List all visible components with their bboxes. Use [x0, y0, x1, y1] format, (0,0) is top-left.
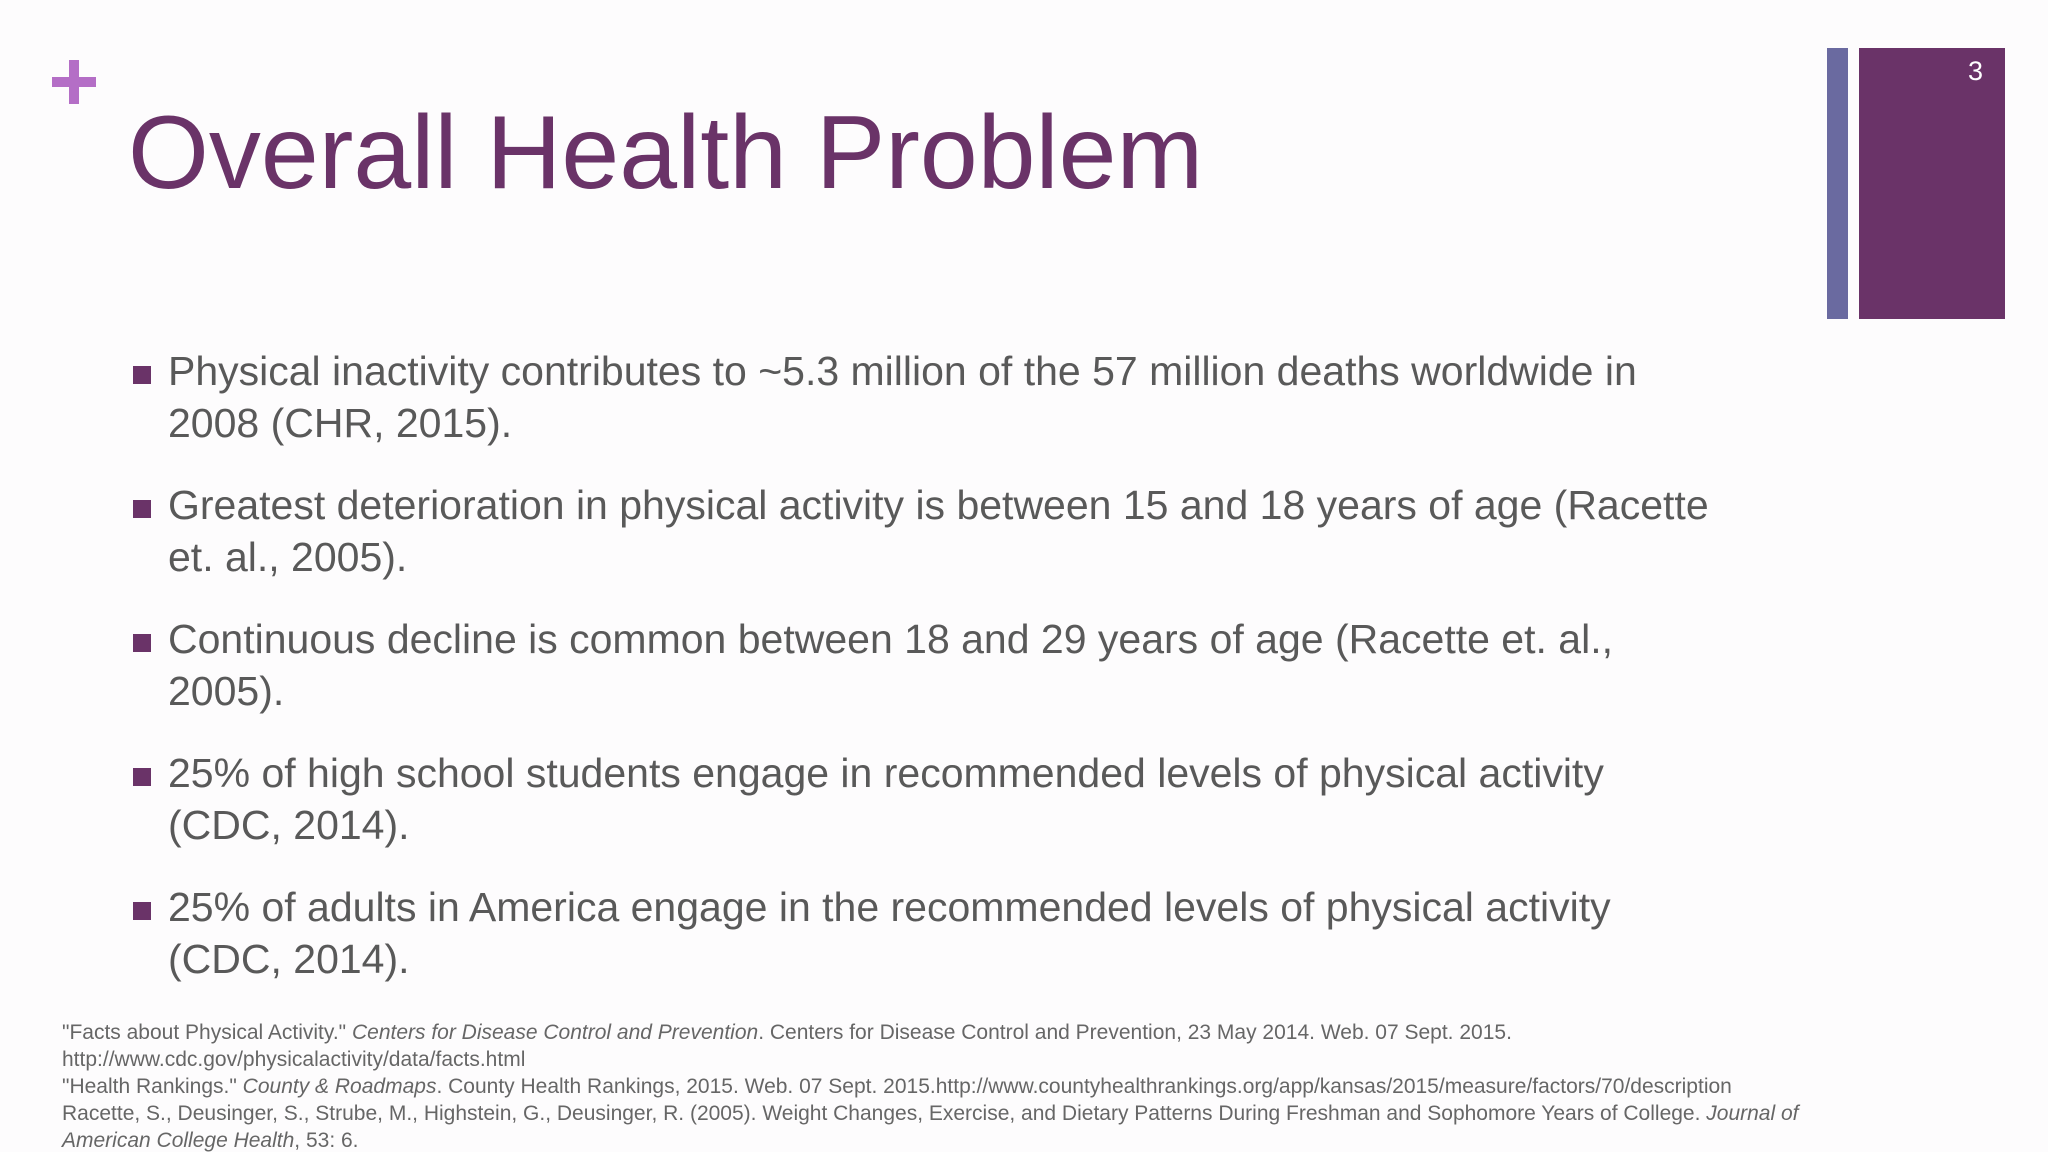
- bullet-list: [130, 345, 1820, 1015]
- plus-icon: [52, 60, 96, 104]
- bullet-item: [130, 345, 1820, 449]
- slide-title: Overall Health Problem: [128, 95, 1204, 211]
- reference-text: "Health Rankings.": [62, 1075, 243, 1098]
- bullet-square-icon: [133, 902, 151, 920]
- reference-source: County & Roadmaps: [242, 1075, 437, 1098]
- bullet-item: [130, 747, 1820, 851]
- bullet-item: [130, 479, 1820, 583]
- reference-text: "Facts about Physical Activity.": [62, 1021, 352, 1044]
- accent-bar-thin: [1827, 48, 1848, 319]
- reference-text: Racette, S., Deusinger, S., Strube, M., Highstein, G., Deusinger, R. (2005). Weight Changes, Exercise, and Dietary Patterns During Freshman and Sophomore Years of College.: [62, 1102, 1707, 1125]
- bullet-text-line2: et. al., 2005).: [168, 534, 408, 580]
- bullet-square-icon: [133, 500, 151, 518]
- bullet-item: [130, 881, 1820, 985]
- bullet-text-line2: (CDC, 2014).: [168, 802, 410, 848]
- bullet-square-icon: [133, 634, 151, 652]
- bullet-text-line2: (CDC, 2014).: [168, 936, 410, 982]
- reference-source: American College Health: [62, 1129, 295, 1152]
- accent-bar-wide: [1859, 48, 2005, 319]
- bullet-text-line1: 25% of high school students engage in recommended levels of physical activity: [168, 750, 1604, 796]
- reference-text: . Centers for Disease Control and Prevention, 23 May 2014. Web. 07 Sept. 2015.: [758, 1021, 1512, 1044]
- bullet-text-line1: Physical inactivity contributes to ~5.3 million of the 57 million deaths worldwide in: [168, 348, 1637, 394]
- bullet-square-icon: [133, 366, 151, 384]
- bullet-text-line2: 2005).: [168, 668, 285, 714]
- reference-chr: [62, 1073, 2022, 1100]
- references: [62, 1019, 2022, 1154]
- bullet-square-icon: [133, 768, 151, 786]
- reference-source: Centers for Disease Control and Prevention: [351, 1021, 759, 1044]
- reference-racette: [62, 1100, 2022, 1154]
- bullet-item: [130, 613, 1820, 717]
- slide-number: 3: [1968, 56, 1984, 86]
- reference-text: , 53: 6.: [294, 1129, 359, 1152]
- reference-cdc: [62, 1019, 2022, 1073]
- reference-text: . County Health Rankings, 2015. Web. 07 Sept. 2015.http://www.countyhealthrankings.org/app/kansas/2015/measure/factors/70/description: [436, 1075, 1732, 1098]
- bullet-text-line1: Continuous decline is common between 18 and 29 years of age (Racette et. al.,: [168, 616, 1613, 662]
- bullet-text-line1: 25% of adults in America engage in the recommended levels of physical activity: [168, 884, 1611, 930]
- reference-url: http://www.cdc.gov/physicalactivity/data/facts.html: [62, 1048, 526, 1071]
- reference-source: Journal of: [1706, 1102, 1799, 1125]
- bullet-text-line2: 2008 (CHR, 2015).: [168, 400, 513, 446]
- bullet-text-line1: Greatest deterioration in physical activity is between 15 and 18 years of age (Racette: [168, 482, 1709, 528]
